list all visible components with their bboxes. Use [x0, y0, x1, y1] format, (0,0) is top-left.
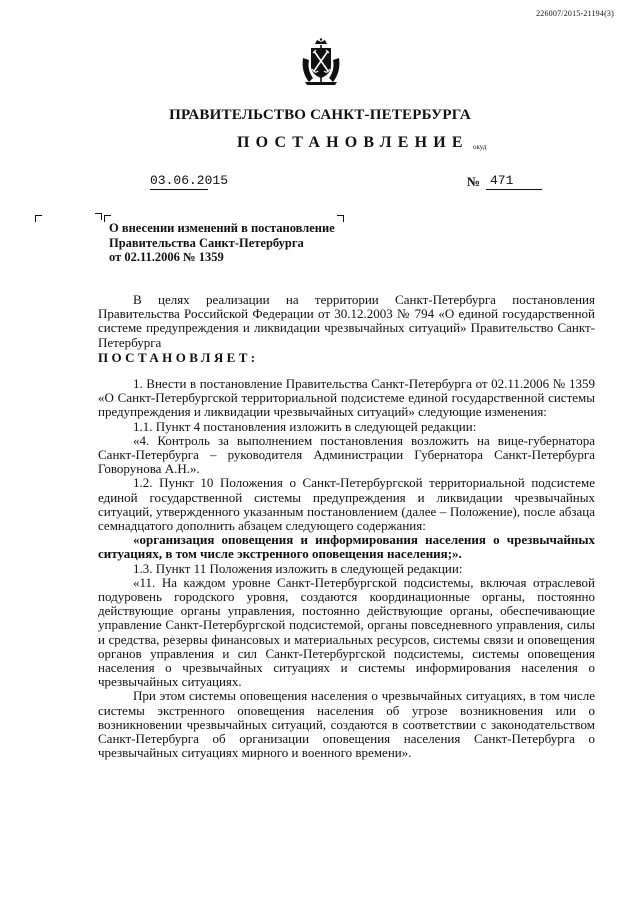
st-petersburg-coat-of-arms-icon [299, 38, 343, 86]
subject-block [109, 221, 335, 265]
paragraph: «4. Контроль за выполнением постановления возложить на вице-губернатора Санкт-Петербурга – руководителя Администрации Губернатора Санкт-Петербурга Говорунова А.Н.». [98, 432, 595, 477]
subject-line: О внесении изменений в постановление [109, 221, 335, 235]
okud-mark: окуд [473, 143, 487, 151]
subject-line: от 02.11.2006 № 1359 [109, 250, 224, 264]
main-text [98, 377, 595, 760]
paragraph: 1.1. Пункт 4 постановления изложить в следующей редакции: [133, 418, 477, 434]
intro-block [98, 293, 595, 350]
paragraph: «организация оповещения и информирования населения о чрезвычайных ситуациях, в том числе экстренного оповещения населения;». [98, 532, 595, 562]
government-title: ПРАВИТЕЛЬСТВО САНКТ-ПЕТЕРБУРГА [169, 107, 471, 123]
corner-mark [35, 215, 42, 222]
corner-mark [95, 213, 102, 220]
paragraph: 1. Внести в постановление Правительства Санкт-Петербурга от 02.11.2006 № 1359 «О Санкт-Петербургской территориальной подсистеме единой государственной системы предупреждения и ликвидации чрезвычайных ситуаций» следующие изменения: [98, 376, 595, 420]
paragraph: «11. На каждом уровне Санкт-Петербургской подсистемы, включая отраслевой подуровень городского уровня, создаются координационные органы, постоянно действующие органы управления, постоянно действующие органы, обеспечивающие управление Санкт-Петербургской подсистемой, органы повседневного управления, силы и средства, резервы финансовых и материальных ресурсов, системы связи и оповещения органов управления и сил Санкт-Петербургской подсистемы, системы оповещения населения о чрезвычайных ситуациях и системы информирования населения о чрезвычайных ситуациях. [98, 574, 595, 690]
paragraph: 1.2. Пункт 10 Положения о Санкт-Петербургской территориальной подсистеме единой государственной системы предупреждения и ликвидации чрезвычайных ситуаций, утвержденного указанным постановлением (далее – Положение), после абзаца семнадцатого дополнить абзацем следующего содержания: [98, 475, 595, 534]
corner-mark [337, 215, 344, 222]
paragraph: При этом системы оповещения населения о чрезвычайных ситуациях, в том числе системы экстренного оповещения населения об угрозе возникновения или о возникновении чрезвычайных ситуаций, создаются в соответствии с законодательством Санкт-Петербурга об организации оповещения населения Санкт-Петербурга о чрезвычайных ситуациях мирного и военного времени». [98, 688, 595, 761]
decree-word: ПОСТАНОВЛЯЕТ: [98, 350, 259, 365]
document-number: 471 [486, 173, 542, 190]
intro-paragraph: В целях реализации на территории Санкт-Петербурга постановления Правительства Российской Федерации от 30.12.2003 № 794 «О единой государственной системе предупреждения и ликвидации чрезвычайных ситуаций» Правительство Санкт-Петербурга [98, 292, 595, 350]
document-date: 03.06.2015 [150, 173, 229, 188]
paragraph: 1.3. Пункт 11 Положения изложить в следующей редакции: [133, 560, 463, 576]
subject-line: Правительства Санкт-Петербурга [109, 235, 304, 250]
document-id: 226007/2015-21194(3) [536, 9, 614, 18]
number-label: № [467, 174, 481, 189]
document-type: ПОСТАНОВЛЕНИЕ [237, 134, 469, 151]
